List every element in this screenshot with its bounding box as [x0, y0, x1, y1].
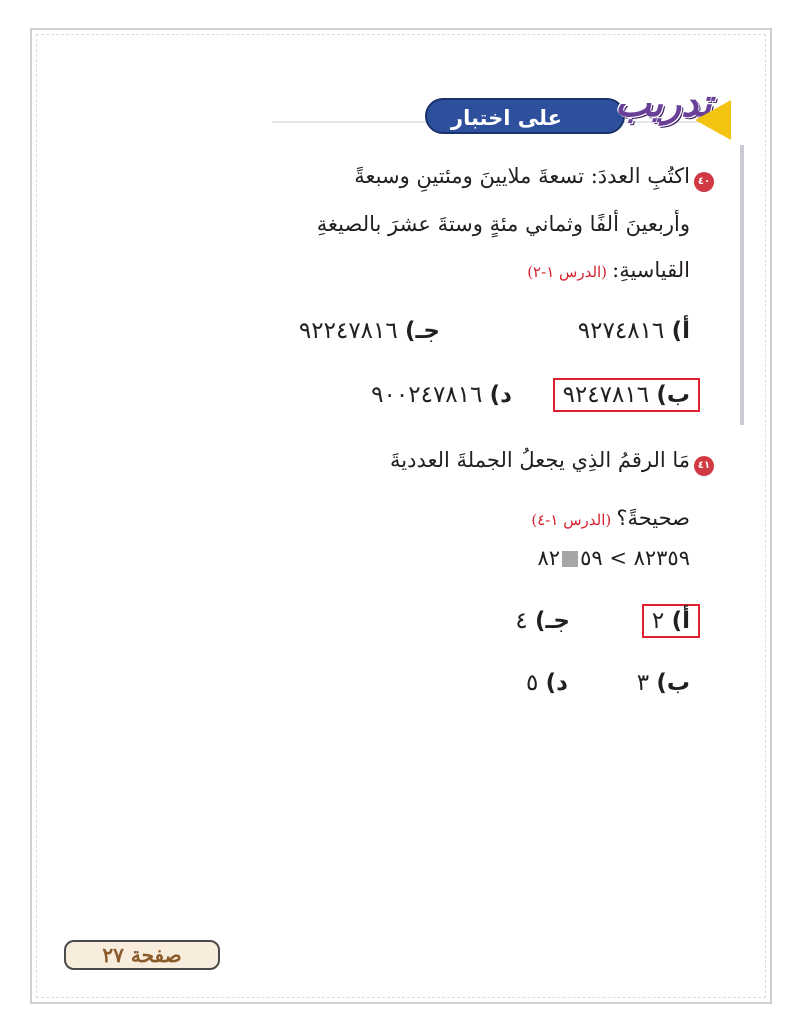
banner-text: على اختبار	[451, 106, 562, 130]
q41-option-a-letter: أ)	[671, 608, 690, 634]
q41-lesson-ref: (الدرس ١-٤)	[531, 511, 612, 529]
q41-option-c-value: ٤	[515, 608, 528, 634]
q40-line3-text: القياسيةِ:	[612, 258, 690, 282]
q41-line2	[531, 506, 690, 530]
banner-word: تدريب	[615, 80, 712, 125]
page-number-label: صفحة ٢٧	[64, 940, 220, 970]
q41-option-d-value: ٥	[526, 670, 539, 696]
q40-option-c-letter: جـ)	[405, 318, 440, 344]
q40-line1: اكتُبِ العددَ: تسعةَ ملايينَ ومئتينِ وسبعةً	[354, 164, 690, 188]
banner-arrow-icon	[695, 100, 731, 140]
q41-inequality-left: ٨٢٣٥٩ >	[609, 546, 690, 570]
q41-inequality-right-b: ٥٩	[580, 546, 603, 570]
section-side-rule	[740, 145, 744, 425]
q41-inequality-right-a: ٨٢	[537, 546, 561, 570]
q41-option-c	[515, 608, 570, 634]
question-number-41: ٤١	[694, 456, 714, 476]
q40-option-c	[299, 318, 440, 344]
banner-pill	[425, 98, 625, 134]
q40-option-a-value: ٩٢٧٤٨١٦	[577, 318, 665, 344]
q40-lesson-ref: (الدرس ١-٢)	[527, 263, 608, 281]
q41-option-d-letter: د)	[545, 670, 568, 696]
practice-banner	[425, 80, 741, 138]
q41-option-b-letter: ب)	[656, 670, 690, 696]
q41-line1: مَا الرقمُ الذِي يجعلُ الجملةَ العدديةَ	[390, 448, 690, 472]
question-number-40: ٤٠	[694, 172, 714, 192]
q40-option-b-selected	[553, 378, 700, 412]
q40-line2: وأربعينَ ألفًا وثماني مئةٍ وستةَ عشرَ بالصيغةِ	[316, 212, 690, 236]
missing-digit-box	[562, 551, 578, 567]
q41-line2-text: صحيحةً؟	[616, 506, 690, 530]
q40-option-b-letter: ب)	[656, 382, 690, 408]
q41-option-b	[637, 670, 690, 696]
q41-option-b-value: ٣	[636, 670, 650, 696]
q40-option-d	[371, 382, 512, 408]
q40-option-b-value: ٩٢٤٧٨١٦	[562, 382, 650, 408]
q41-option-a-selected	[642, 604, 700, 638]
q41-option-d	[526, 670, 568, 696]
q40-option-c-value: ٩٢٢٤٧٨١٦	[298, 318, 398, 344]
q40-option-a-letter: أ)	[671, 318, 690, 344]
q40-option-d-value: ٩٠٠٢٤٧٨١٦	[371, 382, 483, 408]
q41-inequality	[538, 546, 691, 570]
q41-option-c-letter: جـ)	[535, 608, 570, 634]
q41-option-a-value: ٢	[651, 608, 665, 634]
q40-option-a	[578, 318, 690, 344]
q40-option-d-letter: د)	[489, 382, 512, 408]
q40-line3	[527, 258, 690, 282]
